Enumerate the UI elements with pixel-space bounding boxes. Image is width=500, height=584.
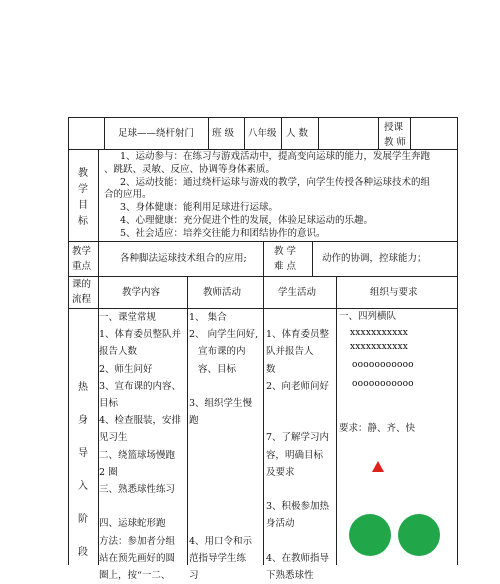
- focus-label-line-1: 教学: [72, 246, 92, 257]
- student-line: 4、在教师指导: [266, 552, 330, 564]
- student-line: 7、了解学习内: [266, 432, 330, 444]
- content-line: 三、熟悉球性练习: [99, 484, 176, 496]
- teacher-line: 容、目标: [189, 363, 237, 375]
- objective-line: 5、社会适应：培养交往能力和团结协作的意识。: [120, 227, 326, 239]
- teacher-line: [189, 429, 258, 446]
- green-circle-right-icon: [398, 514, 440, 556]
- teacher-line: [189, 498, 258, 515]
- flow-divider-3: [336, 276, 337, 565]
- content-line: 一、课堂常规: [99, 312, 157, 323]
- content-line: 报告人数: [99, 346, 138, 358]
- formation-row: xxxxxxxxxxx: [350, 342, 409, 352]
- teacher-line: [189, 447, 258, 464]
- formation-title: 一、四列横队: [339, 311, 397, 322]
- teacher-line: 范指导学生练: [189, 552, 247, 564]
- teacher-line: 3、组织学生慢: [189, 398, 253, 410]
- class-label: 班 级: [212, 128, 235, 139]
- class-value: 八年级: [248, 128, 277, 139]
- teacher-activity-header: 教师活动: [203, 287, 242, 298]
- student-line: [266, 395, 329, 412]
- teacher-line: 4、用口令和示: [189, 535, 253, 547]
- teacher-line: [189, 464, 258, 481]
- student-line: [266, 481, 329, 498]
- objective-line: 1、运动参与：在练习与游戏活动中，提高变向运球的能力，发展学生奔跑: [120, 151, 431, 162]
- teacher-line: 宣布课的内: [189, 346, 246, 358]
- header-divider-5: [378, 117, 379, 149]
- focus-label-line-2: 重点: [72, 261, 92, 272]
- content-line: 圈上，按“一二、: [99, 570, 171, 582]
- student-line: 身活动: [266, 518, 295, 530]
- content-line: 四、运球蛇形跑: [99, 518, 166, 530]
- teacher-line: [189, 378, 258, 395]
- teacher-line: [189, 515, 258, 532]
- teacher-activity-column: [189, 309, 258, 584]
- student-activity-header: 学生活动: [278, 287, 317, 298]
- teacher-line: 1、 集合: [189, 312, 227, 323]
- objective-line: 合的应用。: [104, 189, 152, 201]
- teacher-line: 2、 向学生问好,: [189, 329, 259, 341]
- table-border-right: [457, 117, 458, 565]
- objectives-text: [104, 151, 430, 241]
- phase-label: 热 身 导 入 阶 段: [78, 382, 88, 558]
- student-line: [266, 412, 329, 429]
- teacher-position-triangle-icon: [372, 461, 384, 472]
- flow-label-line-1: 课的: [72, 279, 92, 290]
- teacher-line: 跑: [189, 415, 199, 427]
- content-column: [99, 309, 181, 584]
- content-line: 目标: [99, 398, 119, 410]
- student-line: [266, 309, 329, 326]
- objective-line: 3、身体健康：能利用足球进行运球。: [120, 202, 279, 214]
- label-column-divider-objectives: [98, 149, 99, 241]
- teacher-label-line-2: 教 师: [384, 137, 407, 148]
- content-line: 4、检查服装，安排: [99, 415, 182, 427]
- content-line: 2、师生问好: [99, 363, 153, 375]
- organization-header: 组织与要求: [370, 287, 418, 298]
- student-line: 数: [266, 363, 276, 375]
- row-divider-header: [68, 149, 458, 150]
- content-line: 见习生: [99, 432, 128, 444]
- flow-divider-1: [187, 276, 188, 565]
- student-line: 下熟悉球性: [266, 570, 314, 582]
- content-line: 站在预先画好的圆: [99, 552, 176, 564]
- student-count-label: 人 数: [286, 128, 309, 139]
- flow-label-line-2: 流程: [72, 294, 92, 305]
- header-divider-1: [208, 117, 209, 149]
- difficulty-value: 动作的协调，控球能力；: [322, 253, 427, 264]
- header-divider-3: [281, 117, 282, 149]
- label-column-divider-header: [104, 117, 105, 149]
- content-column-header: 教学内容: [122, 287, 161, 298]
- organization-requirement: 要求：静、齐、快: [339, 423, 416, 434]
- content-line: 二、绕篮球场慢跑: [99, 449, 176, 461]
- teacher-line: 习: [189, 570, 199, 582]
- table-border-top: [68, 117, 458, 118]
- lesson-topic: 足球——绕杆射门: [118, 128, 195, 139]
- difficulty-label-line-2: 难 点: [274, 261, 297, 272]
- student-line: [266, 533, 329, 550]
- objective-line: 2、运动技能：通过绕杆运球与游戏的教学，向学生传授各种运球技术的组: [120, 176, 431, 188]
- content-line: [99, 498, 181, 515]
- student-line: 队并报告人: [266, 346, 314, 358]
- difficulty-label-line-1: 教 学: [274, 246, 297, 257]
- student-line: 2、向老师问好: [266, 380, 330, 392]
- teacher-line: [189, 481, 258, 498]
- focus-divider-1: [263, 241, 264, 276]
- table-border-left: [68, 117, 69, 565]
- content-line: 2 圈: [99, 466, 118, 478]
- content-line: 1、体育委员整队并: [99, 329, 182, 341]
- green-circle-left-icon: [349, 514, 391, 556]
- formation-row: ooooooooooo: [352, 360, 414, 370]
- objectives-label: 教 学 目 标: [78, 168, 88, 227]
- formation-row: ooooooooooo: [352, 379, 414, 389]
- header-divider-2: [244, 117, 245, 149]
- header-divider-4: [318, 117, 319, 149]
- objective-line: 4、心理健康：充分促进个性的发展，体验足球运动的乐趣。: [120, 214, 374, 226]
- content-line: 方法：参加者分组: [99, 535, 176, 547]
- formation-row: xxxxxxxxxxx: [350, 328, 409, 338]
- teacher-label-line-1: 授课: [384, 122, 404, 133]
- student-line: 1、体育委员整: [266, 329, 330, 341]
- focus-divider-2: [312, 241, 313, 276]
- flow-divider-2: [263, 276, 264, 565]
- student-line: 容，明确目标: [266, 449, 324, 461]
- focus-value: 各种脚法运球技术组合的应用;: [120, 253, 247, 264]
- objective-line: 、跳跃、灵敏、反应、协调等身体素质。: [104, 163, 276, 175]
- header-divider-6: [410, 117, 411, 149]
- student-activity-column: [266, 309, 329, 584]
- student-line: 及要求: [266, 466, 295, 478]
- student-line: 3、积极参加热: [266, 501, 330, 513]
- content-line: 3、宣布课的内容、: [99, 380, 182, 392]
